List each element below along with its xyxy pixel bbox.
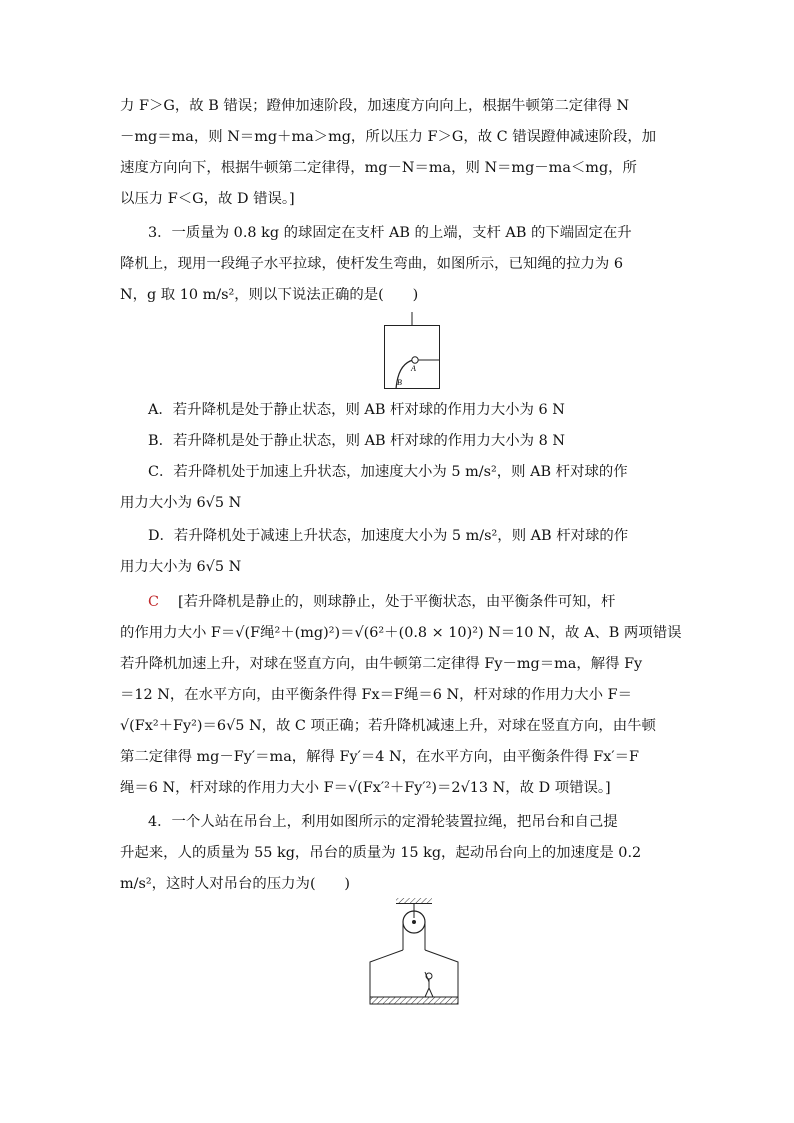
option-a: A．若升降机是处于静止状态，则 AB 杆对球的作用力大小为 6 N xyxy=(148,402,565,418)
ball xyxy=(412,357,418,363)
label-b: B xyxy=(397,378,402,387)
text-line: 绳＝6 N，杆对球的作用力大小 F＝√(Fx′²＋Fy′²)＝2√13 N，故 D 项错误。] xyxy=(120,780,611,796)
text-line: 降机上，现用一段绳子水平拉球，使杆发生弯曲，如图所示，已知绳的拉力为 6 xyxy=(120,256,624,272)
text-line: 若升降机加速上升，对球在竖直方向，由牛顿第二定律得 Fy－mg＝ma，解得 Fy xyxy=(120,656,643,672)
text-line: 的作用力大小 F＝√(F绳²＋(mg)²)＝√(6²＋(0.8 × 10)²) N＝10 N，故 A、B 两项错误 xyxy=(120,625,682,641)
text-line: √(Fx²＋Fy²)＝6√5 N，故 C 项正确；若升降机减速上升，对球在竖直方向，由牛顿 xyxy=(120,718,656,734)
text-line: m/s²，这时人对吊台的压力为( ) xyxy=(120,876,350,892)
text-line: 以压力 F＜G，故 D 错误。] xyxy=(120,191,295,207)
text-line: 力 F＞G，故 B 错误；蹬伸加速阶段，加速度方向向上，根据牛顿第二定律得 N xyxy=(120,98,630,114)
question-3-stem: 3．一质量为 0.8 kg 的球固定在支杆 AB 的上端，支杆 AB 的下端固定在升 xyxy=(148,225,632,241)
question-4-stem: 4．一个人站在吊台上，利用如图所示的定滑轮装置拉绳，把吊台和自己提 xyxy=(148,814,618,830)
elevator-rod-figure xyxy=(380,312,444,392)
text-line: 升起来，人的质量为 55 kg，吊台的质量为 15 kg，起动吊台向上的加速度是 0.2 xyxy=(120,845,642,861)
label-a: A xyxy=(411,364,416,373)
text-line: 用力大小为 6√5 N xyxy=(120,559,242,575)
text-line: 第二定律得 mg－Fy′＝ma，解得 Fy′＝4 N，在水平方向，由平衡条件得 Fx′＝F xyxy=(120,749,640,765)
option-d: D．若升降机处于减速上升状态，加速度大小为 5 m/s²，则 AB 杆对球的作 xyxy=(148,528,629,544)
platform-frame xyxy=(370,950,458,997)
text-line: 用力大小为 6√5 N xyxy=(120,495,242,511)
text-line: ＝12 N，在水平方向，由平衡条件得 Fx＝F绳＝6 N，杆对球的作用力大小 F＝ xyxy=(120,687,632,703)
text-line: N，g 取 10 m/s²，则以下说法正确的是( ) xyxy=(120,287,419,303)
platform-base xyxy=(370,997,458,1004)
answer-letter: C xyxy=(148,594,160,610)
pulley-platform-figure xyxy=(366,896,462,1008)
ceiling xyxy=(396,898,432,903)
option-c: C．若升降机处于加速上升状态，加速度大小为 5 m/s²，则 AB 杆对球的作 xyxy=(148,464,628,480)
text-line: －mg＝ma，则 N＝mg＋ma＞mg，所以压力 F＞G，故 C 错误蹬伸减速阶段，加 xyxy=(120,129,657,145)
text-line: 速度方向向下，根据牛顿第二定律得，mg－N＝ma，则 N＝mg－ma＜mg，所 xyxy=(120,160,637,176)
option-b: B．若升降机是处于静止状态，则 AB 杆对球的作用力大小为 8 N xyxy=(148,433,565,449)
solution-text: [若升降机是静止的，则球静止，处于平衡状态，由平衡条件可知，杆 xyxy=(178,594,616,610)
